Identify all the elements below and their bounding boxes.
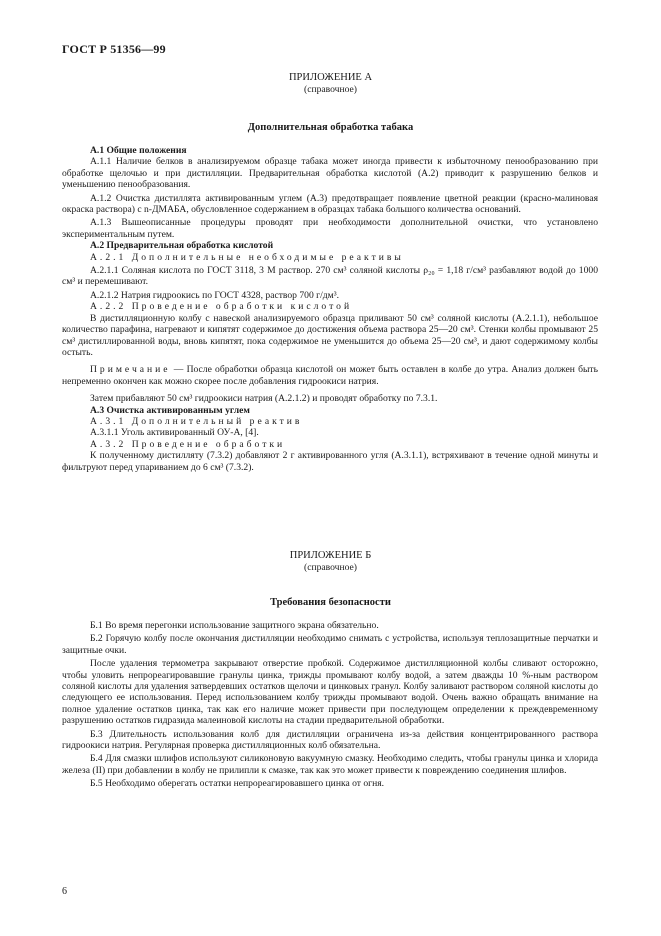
paragraph-a2-after: Затем прибавляют 50 см³ гидроокиси натрия (А.2.1.2) и проводят обработку по 7.3.1. xyxy=(90,393,438,405)
paragraph-b2-text: После удаления термометра закрывают отверстие пробкой. Содержимое дистилляционной колбы сливают осторожно, чтобы уловить непрореагировавшие гранулы цинка, трижды промывают колбу водой, а затем дважды 10 %-ным раствором соляной кислоты для удаления затвердевших остатков щелочи и цинковых гранул. Колбу заливают раствором соляной кислоты до следующего ее использования. Перед использованием колбу трижды промывают водой. Очень важно обращать внимание на полное удаление остатков цинка, так как его наличие может привести при последующем определении к преждевременному разрушению остатков гидразида малеиновой кислоты на стадии предварительной обработки. xyxy=(62,658,598,727)
paragraph-a2-1-1: А.2.1.1 Соляная кислота по ГОСТ 3118, 3 М раствор. 270 см³ соляной кислоты ρ₂₀ = 1,18 г/см³ разбавляют водой до 1000 см³ и перемешивают. xyxy=(62,265,598,288)
paragraph-b3: Б.3 Длительность использования колб для дистилляции ограничена из-за действия концентрированного раствора гидроокиси натрия. Регулярная проверка дистилляционных колб обязательна. xyxy=(62,728,598,752)
appendix-a-title: Дополнительная обработка табака xyxy=(247,122,414,133)
paragraph-a1-1: А.1.1 Наличие белков в анализируемом образце табака может иногда привести к избыточному пенообразованию при обработке щелочью и при дистилляции. Предварительная обработка кислотой (А.2) приводит к разрушению белков и уменьшению пенообразования. xyxy=(62,156,598,191)
appendix-a-label: ПРИЛОЖЕНИЕ А xyxy=(288,72,373,83)
section-a2-title: А.2 Предварительная обработка кислотой xyxy=(90,240,274,252)
paragraph-a1-2: А.1.2 Очистка дистиллята активированным углем (А.3) предотвращает появление цветной реакции (красно-малиновая окраска раствора) с n-ДМАБА, обусловленное содержанием в образцах табака большого количества оснований. xyxy=(62,192,598,216)
note-label: Примечание xyxy=(90,364,171,376)
appendix-a-note: (справочное) xyxy=(304,84,357,95)
paragraph-a3-1-1: А.3.1.1 Уголь активированный ОУ-А, [4]. xyxy=(90,427,259,439)
subsection-a2-1: А.2.1 Дополнительные необходимые реактивы xyxy=(90,251,404,263)
appendix-b-note: (справочное) xyxy=(304,562,357,573)
appendix-a-body xyxy=(62,145,598,473)
appendix-b-label: ПРИЛОЖЕНИЕ Б xyxy=(289,550,372,561)
paragraph-a2-1-2: А.2.1.2 Натрия гидроокись по ГОСТ 4328, раствор 700 г/дм³. xyxy=(90,289,339,301)
note-text: — После обработки образца кислотой он может быть оставлен в колбе до утра. Анализ должен быть непременно окончен как можно скорее после добавления гидроокиси натрия. xyxy=(62,364,598,387)
note-paragraph xyxy=(62,364,598,387)
paragraph-b4: Б.4 Для смазки шлифов используют силиконовую вакуумную смазку. Необходимо следить, чтобы гранулы цинка и хлорида железа (II) при добавлении в колбу не прилипли к смазке, так как это может привести к повреждению соединения шлифов. xyxy=(62,753,598,776)
section-a1-title: А.1 Общие положения xyxy=(90,145,187,156)
paragraph-a2-2: В дистилляционную колбу с навеской анализируемого образца приливают 50 см³ соляной кислоты (А.2.1.1), небольшое количество парафина, нагревают и кипятят содержимое до достижения объема раствора 25—20 см³. Стенки колбы промывают 25 см³ дистиллированной воды, вновь кипятят, пока содержимое не уменьшится до объема 25—20 см³, и дают содержимому колбы остыть. xyxy=(62,312,598,358)
appendix-b-title: Требования безопасности xyxy=(270,597,391,608)
subsection-a2-2: А.2.2 Проведение обработки кислотой xyxy=(90,301,353,313)
page-number: 6 xyxy=(62,886,67,897)
appendix-b-body xyxy=(62,620,598,790)
paragraph-a3-2: К полученному дистилляту (7.3.2) добавляют 2 г активированного угля (А.3.1.1), встряхивают в течение одной минуты и фильтруют перед упариванием до 6 см³ (7.3.2). xyxy=(62,450,598,473)
section-a3-title: А.3 Очистка активированным углем xyxy=(90,404,250,416)
paragraph-b2: Б.2 Горячую колбу после окончания дистилляции необходимо снимать с устройства, используя теплозащитные перчатки и защитные очки. xyxy=(62,633,598,656)
paragraph-a1-3: А.1.3 Вышеописанные процедуры проводят при необходимости дополнительной очистки, что установлено экспериментальным путем. xyxy=(62,217,598,240)
subsection-a3-1: А.3.1 Дополнительный реактив xyxy=(90,415,303,427)
paragraph-b1: Б.1 Во время перегонки использование защитного экрана обязательно. xyxy=(90,620,379,631)
document-code-header: ГОСТ Р 51356—99 xyxy=(62,42,166,56)
subsection-a3-2: А.3.2 Проведение обработки xyxy=(90,438,286,450)
paragraph-b5: Б.5 Необходимо оберегать остатки непрореагировавшего цинка от огня. xyxy=(90,778,385,790)
